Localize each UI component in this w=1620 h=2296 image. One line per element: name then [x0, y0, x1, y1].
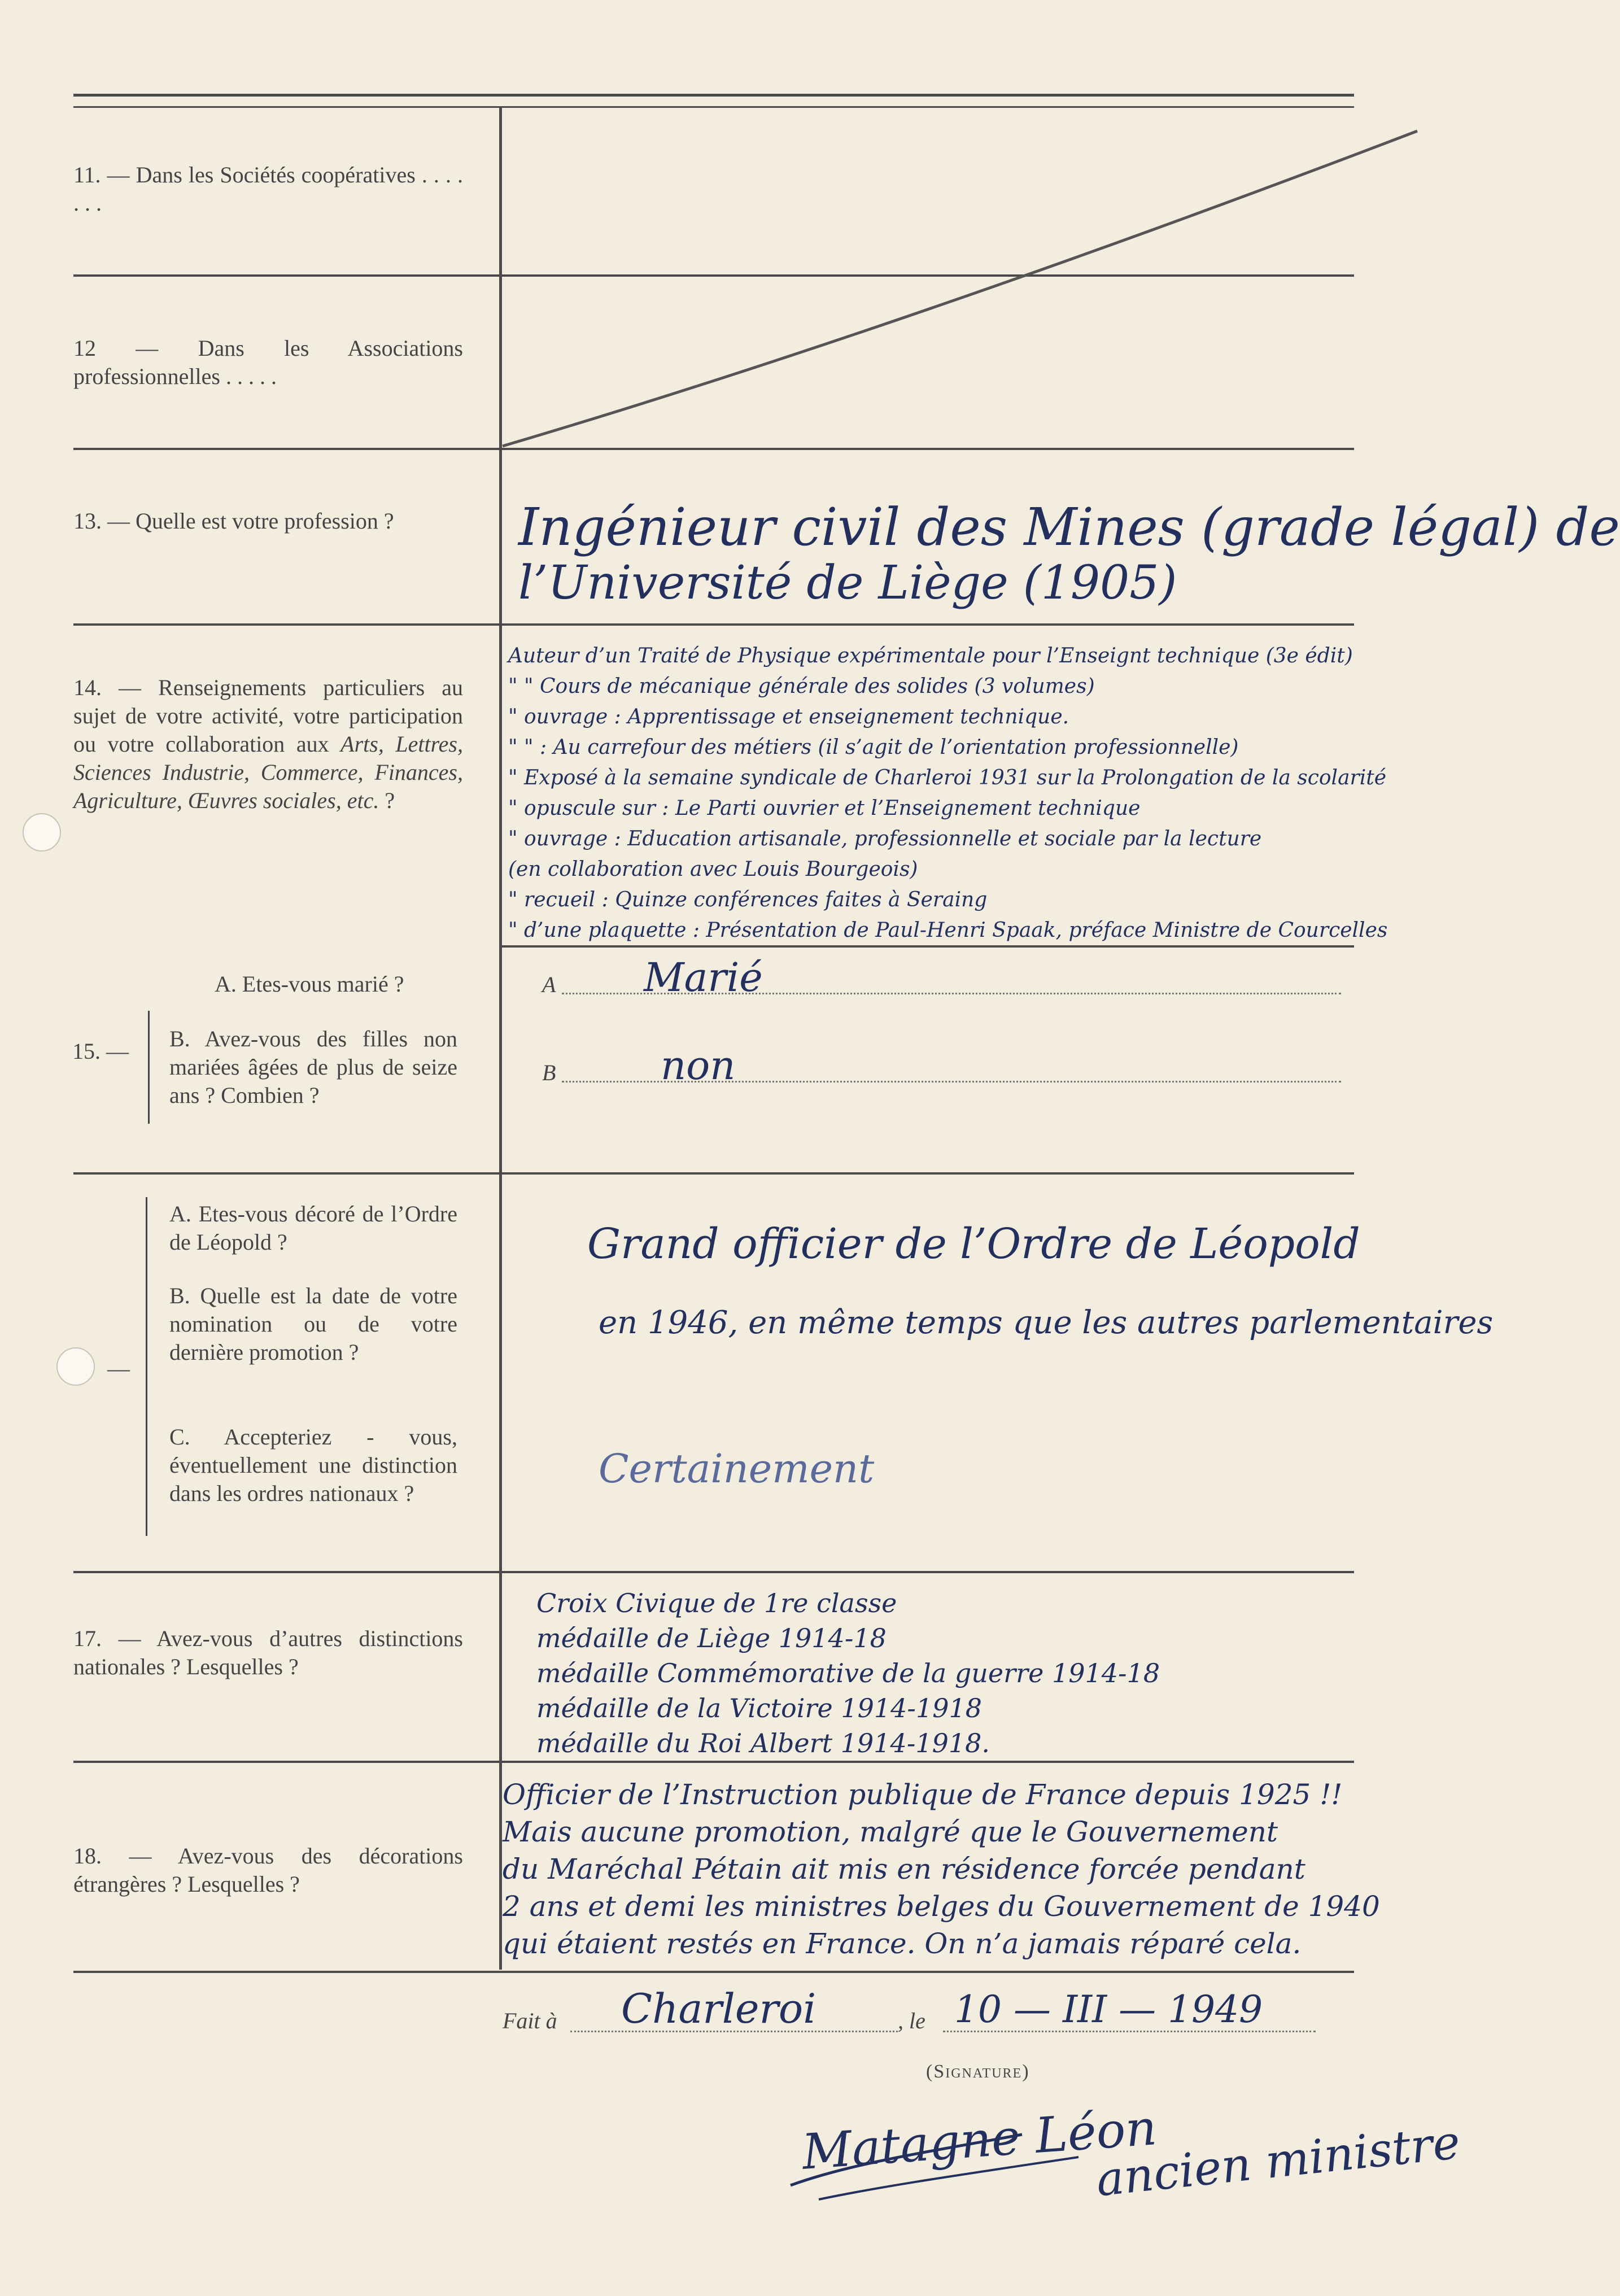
answer-14-list — [508, 641, 1457, 946]
question-15-number: 15. — — [72, 1038, 129, 1064]
question-16-dash: — — [107, 1356, 130, 1381]
answer-18-line: qui étaient restés en France. On n’a jamais réparé cela. — [503, 1927, 1302, 1960]
answer-18-line: Officier de l’Instruction publique de France depuis 1925 !! — [503, 1778, 1343, 1811]
answer-17-line: Croix Civique de 1re classe — [536, 1588, 897, 1618]
answer-15a-label: A — [542, 972, 556, 997]
punch-hole-top — [23, 813, 61, 852]
answer-17-line: médaille du Roi Albert 1914-1918. — [536, 1728, 990, 1758]
answer-17-list — [536, 1586, 1383, 1761]
signature-label: (Signature) — [926, 2061, 1030, 2082]
answer-14-line: " ouvrage : Apprentissage et enseignement technique. — [508, 705, 1069, 728]
answer-13-line1: Ingénieur civil des Mines (grade légal) de — [518, 497, 1620, 557]
answer-16a: Grand officier de l’Ordre de Léopold — [587, 1220, 1360, 1268]
punch-hole-bottom — [56, 1347, 95, 1386]
rule-after-15 — [73, 1172, 1354, 1175]
answer-14-line: " ouvrage : Education artisanale, professionnelle et sociale par la lecture — [508, 827, 1262, 850]
answer-16c: Certainement — [599, 1446, 875, 1492]
answer-14-line: " opuscule sur : Le Parti ouvrier et l’Enseignement technique — [508, 797, 1141, 820]
answer-14-line: (en collaboration avec Louis Bourgeois) — [508, 858, 918, 881]
question-17: 17. — Avez-vous d’autres distinctions nationales ? Lesquelles ? — [73, 1626, 463, 1679]
answer-18-list — [503, 1776, 1462, 1962]
answer-17-line: médaille de la Victoire 1914-1918 — [536, 1693, 983, 1723]
question-14 — [73, 674, 463, 815]
footer-place: Charleroi — [621, 1985, 816, 2032]
answer-18-line: Mais aucune promotion, malgré que le Gouvernement — [503, 1815, 1278, 1848]
rule-after-17 — [73, 1761, 1354, 1763]
rule-after-18 — [73, 1971, 1354, 1973]
question-14-italic: Arts, Lettres, Sciences Industrie, Commerce, Finances, Agriculture, Œuvres sociales, etc. — [73, 731, 463, 813]
question-15a: A. Etes-vous marié ? — [215, 971, 404, 997]
answer-13-line2: l’Université de Liège (1905) — [518, 556, 1177, 610]
answer-14-line: " " : Au carrefour des métiers (il s’agit de l’orientation professionnelle) — [508, 736, 1239, 759]
answer-15b: non — [661, 1042, 736, 1089]
answer-14-line: Auteur d’un Traité de Physique expérimentale pour l’Enseignt technique (3e édit) — [508, 644, 1353, 667]
answer-16b: en 1946, en même temps que les autres parlementaires — [599, 1304, 1494, 1341]
signature-title: ancien ministre — [1093, 2115, 1463, 2207]
answer-17-line: médaille Commémorative de la guerre 1914-18 — [536, 1658, 1160, 1688]
answer-17-line: médaille de Liège 1914-18 — [536, 1623, 887, 1653]
answer-15b-label: B — [542, 1060, 556, 1085]
footer-date: 10 — III — 1949 — [954, 1988, 1263, 2031]
rule-after-13 — [73, 623, 1354, 626]
question-15b: B. Avez-vous des filles non mariées âgées de plus de seize ans ? Combien ? — [169, 1026, 457, 1108]
rule-after-16 — [73, 1571, 1354, 1573]
question-12: 12 — Dans les Associations professionnelles . . . . . — [73, 335, 463, 389]
question-16-brace — [146, 1197, 147, 1536]
footer-le: , le — [898, 2008, 925, 2033]
signature-name: Matagne Léon — [800, 2099, 1159, 2181]
question-14-suffix: ? — [379, 788, 395, 813]
answer-14-line: " " Cours de mécanique générale des solides (3 volumes) — [508, 675, 1095, 698]
question-16a: A. Etes-vous décoré de l’Ordre de Léopold ? — [169, 1201, 457, 1255]
answer-14-line: " Exposé à la semaine syndicale de Charleroi 1931 sur la Prolongation de la scolarité — [508, 766, 1387, 789]
question-16b: B. Quelle est la date de votre nomination ou de votre dernière promotion ? — [169, 1283, 457, 1365]
answer-14-line: " d’une plaquette : Présentation de Paul-Henri Spaak, préface Ministre de Courcelles — [508, 919, 1388, 942]
answer-18-line: 2 ans et demi les ministres belges du Gouvernement de 1940 — [503, 1890, 1380, 1923]
strike-line — [0, 0, 1469, 508]
question-18: 18. — Avez-vous des décorations étrangères ? Lesquelles ? — [73, 1843, 463, 1897]
question-16c: C. Accepteriez - vous, éventuellement une distinction dans les ordres nationaux ? — [169, 1424, 457, 1506]
question-11: 11. — Dans les Sociétés coopératives . . . . . . . — [73, 162, 463, 216]
question-15-brace — [148, 1011, 150, 1124]
answer-14-line: " recueil : Quinze conférences faites à Seraing — [508, 888, 988, 911]
answer-15a: Marié — [644, 954, 763, 1001]
question-14-prefix: 14. — Renseignements particuliers au sujet de votre activité, votre participation ou votre collaboration aux — [73, 675, 463, 757]
answer-18-line: du Maréchal Pétain ait mis en résidence forcée pendant — [503, 1853, 1305, 1885]
signature-flourish — [785, 2101, 1101, 2214]
question-13: 13. — Quelle est votre profession ? — [73, 508, 394, 534]
footer-fait-a: Fait à — [503, 2008, 557, 2033]
